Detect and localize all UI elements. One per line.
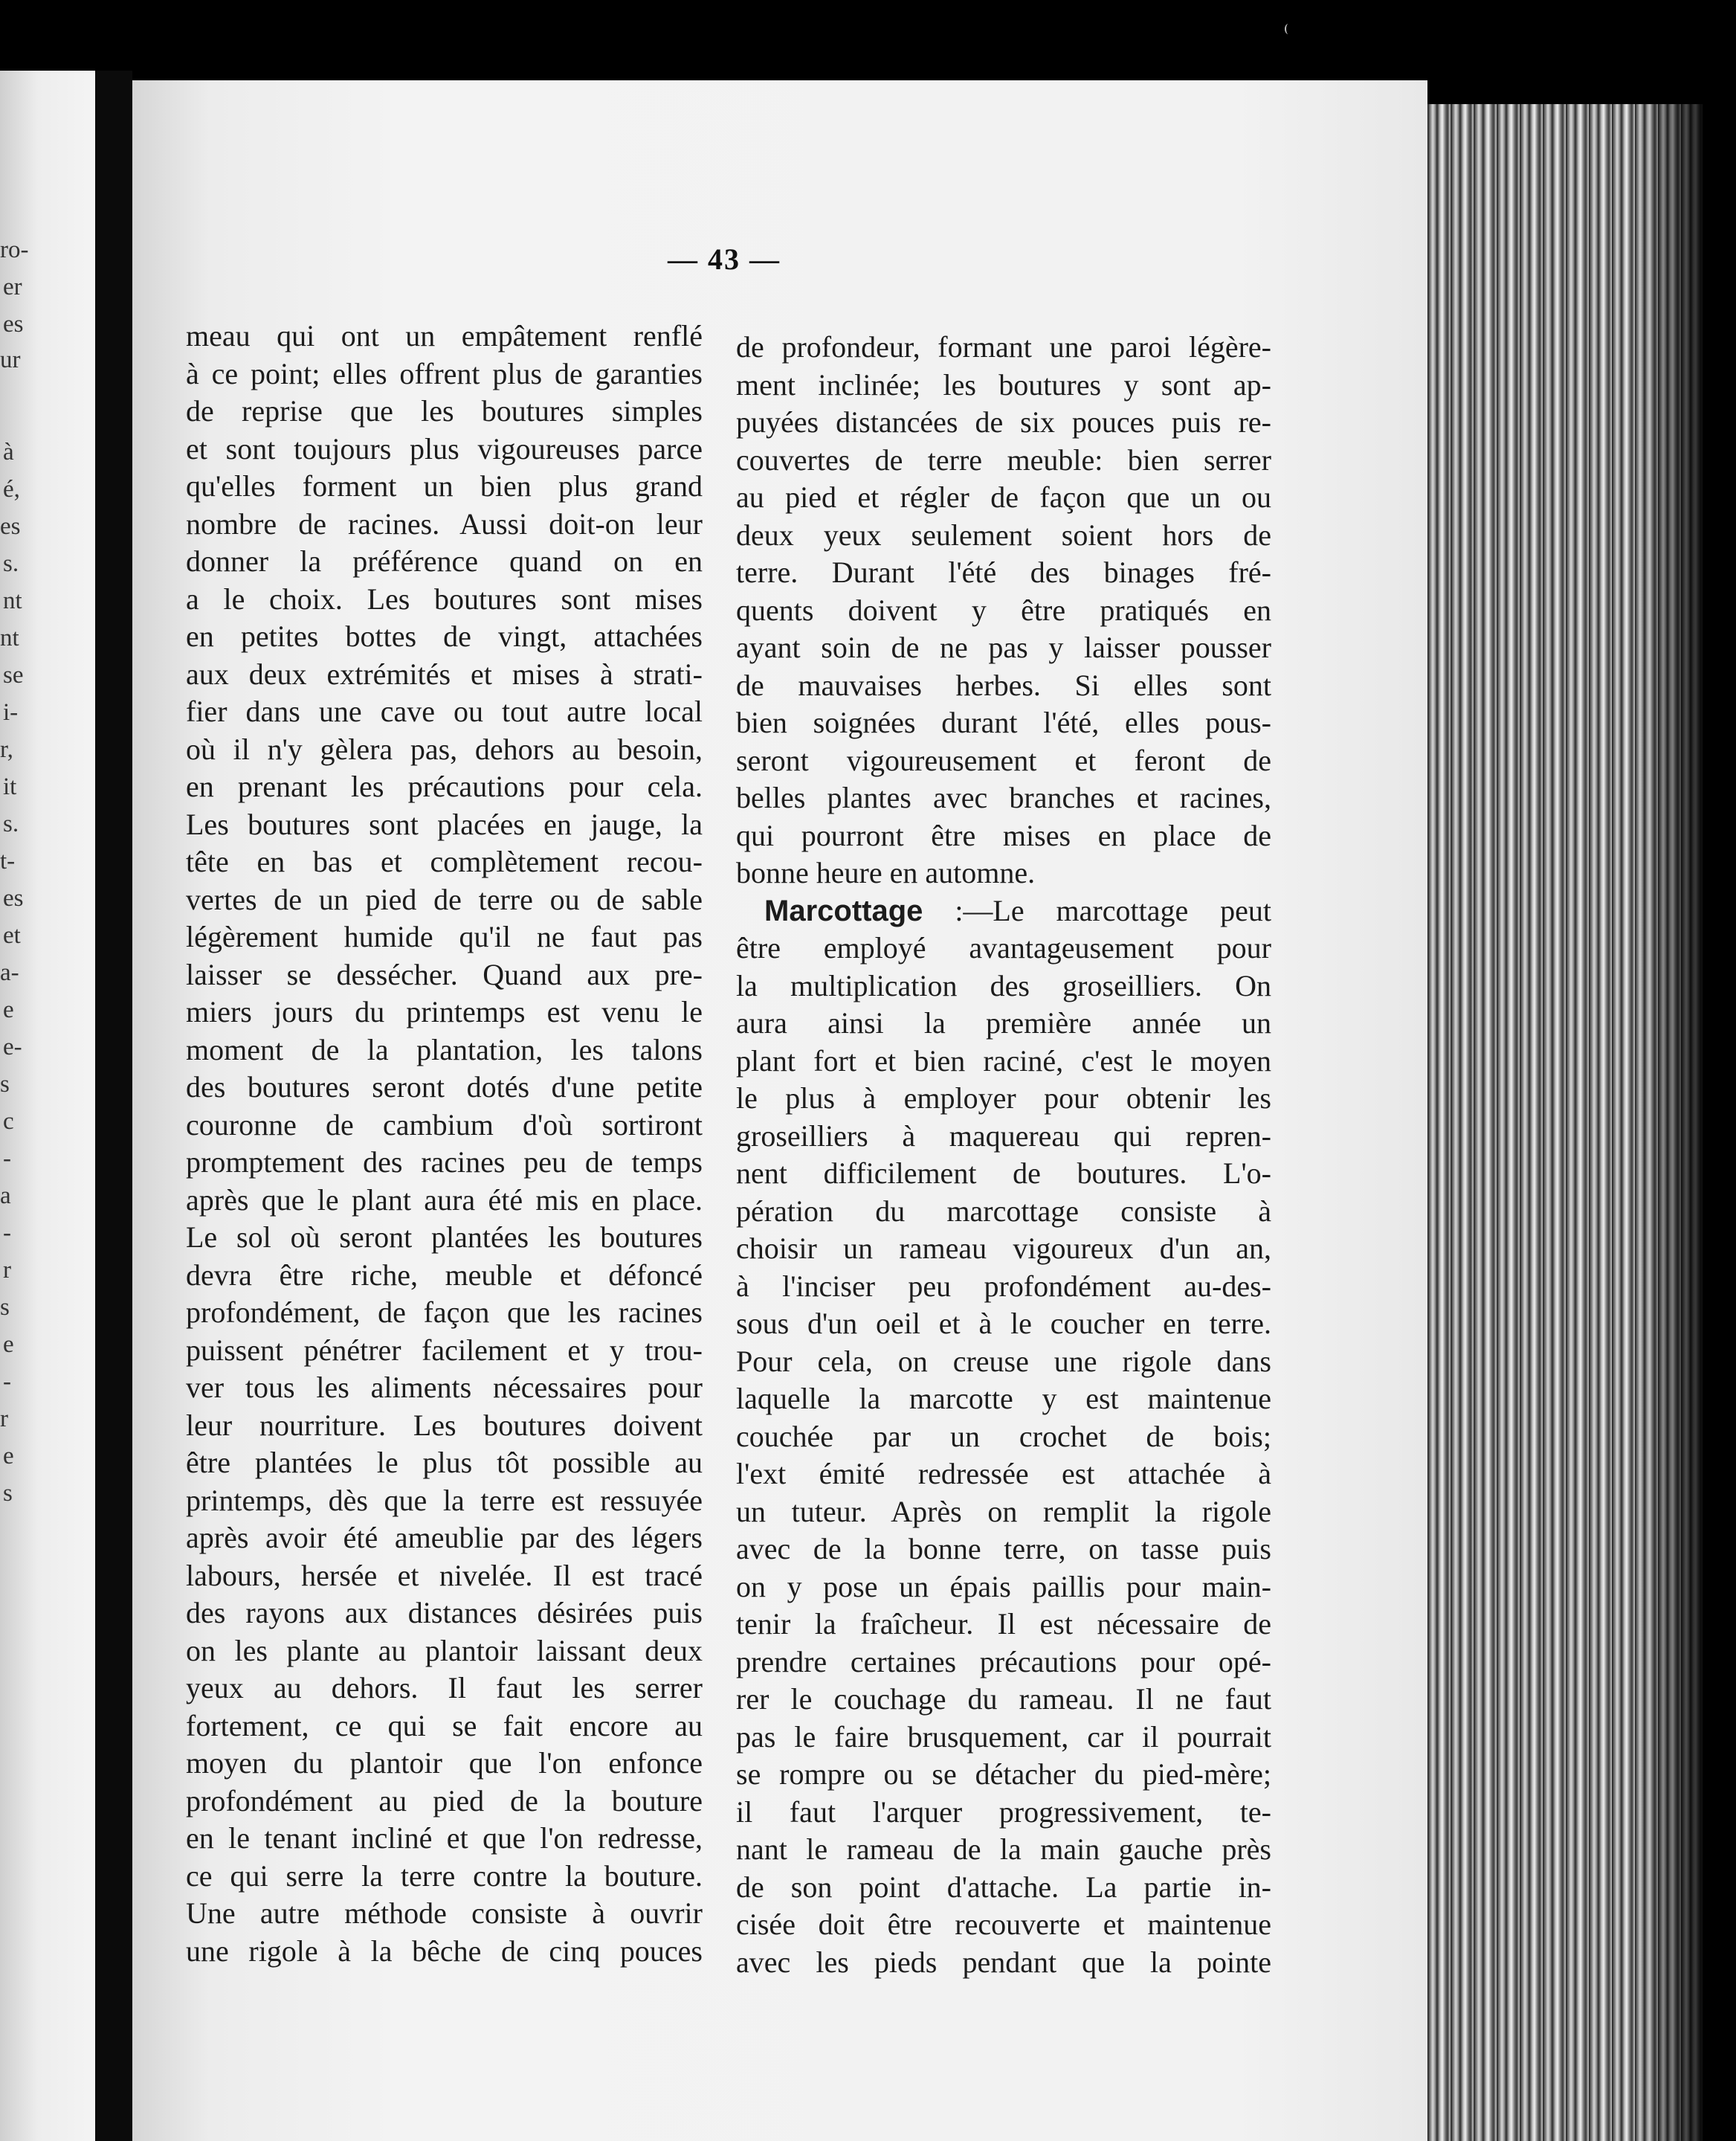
left-column-line: promptement des racines peu de temps bbox=[186, 1145, 703, 1179]
left-column-line: à ce point; elles offrent plus de garanties bbox=[186, 356, 703, 390]
left-column-line: meau qui ont un empâtement renflé bbox=[186, 319, 703, 352]
right-column-line: terre. Durant l'été des binages fré- bbox=[736, 556, 1271, 589]
scan-speck bbox=[1285, 24, 1292, 34]
left-column-line: légèrement humide qu'il ne faut pas bbox=[186, 920, 703, 953]
right-column-line: ment inclinée; les boutures y sont ap- bbox=[736, 367, 1271, 402]
left-column-line: leur nourriture. Les boutures doivent bbox=[186, 1408, 703, 1442]
right-column-line: de profondeur, formant une paroi légère- bbox=[736, 330, 1271, 364]
facing-page-text-fragment: e- bbox=[3, 1034, 22, 1060]
right-column-line: il faut l'arquer progressivement, te- bbox=[736, 1794, 1271, 1829]
left-column-line: en le tenant incliné et que l'on redresse, bbox=[186, 1821, 703, 1855]
right-column-line: pération du marcottage consiste à bbox=[736, 1194, 1271, 1228]
left-column-line: profondément au pied de la bouture bbox=[186, 1783, 703, 1818]
section-lead-text: :—Le marcottage peut bbox=[923, 893, 1271, 927]
left-column-line: une rigole à la bêche de cinq pouces bbox=[186, 1934, 703, 1968]
facing-page-text-fragment: es bbox=[0, 513, 21, 540]
right-column-line: belles plantes avec branches et racines, bbox=[736, 781, 1271, 814]
paragraph-marcottage bbox=[736, 930, 1271, 1981]
facing-page-text-fragment: ro- bbox=[0, 236, 29, 263]
facing-page-text-fragment: s bbox=[0, 1071, 10, 1098]
right-column-line: couchée par un crochet de bois; bbox=[736, 1419, 1271, 1453]
facing-page-text-fragment: a bbox=[0, 1182, 11, 1209]
right-column-line: le plus à employer pour obtenir les bbox=[736, 1081, 1271, 1115]
section-heading-marcottage: Marcottage bbox=[764, 894, 923, 927]
text-column-right bbox=[736, 329, 1271, 1981]
facing-page-text-fragment: et bbox=[3, 922, 21, 949]
facing-page-text-fragment: t- bbox=[0, 848, 16, 875]
facing-page-text-fragment: - bbox=[3, 1145, 11, 1172]
right-column-line: couvertes de terre meuble: bien serrer bbox=[736, 442, 1271, 477]
right-column-line: groseilliers à maquereau qui repren- bbox=[736, 1118, 1271, 1153]
left-column-line: a le choix. Les boutures sont mises bbox=[186, 582, 703, 616]
right-column-line: ayant soin de ne pas y laisser pousser bbox=[736, 631, 1271, 664]
facing-page-text-fragment: es bbox=[3, 885, 24, 912]
left-column-line: on les plante au plantoir laissant deux bbox=[186, 1633, 703, 1667]
left-column-line: ver tous les aliments nécessaires pour bbox=[186, 1371, 703, 1404]
facing-page-text-fragment: e bbox=[3, 1443, 14, 1469]
left-column-line: après que le plant aura été mis en place. bbox=[186, 1182, 703, 1217]
left-column-line: yeux au dehors. Il faut les serrer bbox=[186, 1671, 703, 1704]
right-column-line: au pied et régler de façon que un ou bbox=[736, 480, 1271, 514]
facing-page-text-fragment: c bbox=[3, 1108, 14, 1135]
right-column-line: se rompre ou se détacher du pied-mère; bbox=[736, 1757, 1271, 1791]
facing-page-text-fragment: a- bbox=[0, 959, 19, 986]
left-column-line: printemps, dès que la terre est ressuyée bbox=[186, 1483, 703, 1517]
right-column-line: bien soignées durant l'été, elles pous- bbox=[736, 706, 1271, 739]
facing-page-text-fragment: s. bbox=[3, 550, 19, 577]
facing-page-text-fragment: nt bbox=[0, 625, 19, 651]
facing-page-text-fragment: es bbox=[3, 311, 24, 338]
facing-page-text-fragment: er bbox=[3, 274, 22, 300]
right-column-line: de son point d'attache. La partie in- bbox=[736, 1870, 1271, 1904]
left-column-line: après avoir été ameublie par des légers bbox=[186, 1521, 703, 1554]
paragraph-boutures-end bbox=[736, 329, 1271, 892]
left-column-line: fortement, ce qui se fait encore au bbox=[186, 1708, 703, 1742]
facing-page-text-fragment: é, bbox=[3, 476, 20, 503]
left-column-line: où il n'y gèlera pas, dehors au besoin, bbox=[186, 732, 703, 766]
right-column-line: être employé avantageusement pour bbox=[736, 931, 1271, 965]
facing-page-text-fragment: e bbox=[3, 1331, 14, 1358]
text-column-left bbox=[186, 318, 703, 1970]
facing-page-fragment bbox=[0, 71, 95, 2141]
facing-page-text-fragment: i- bbox=[3, 699, 19, 726]
left-column-line: des rayons aux distances désirées puis bbox=[186, 1596, 703, 1629]
left-column-line: tête en bas et complètement recou- bbox=[186, 845, 703, 878]
left-column-line: labours, hersée et nivelée. Il est tracé bbox=[186, 1558, 703, 1592]
right-column-line: seront vigoureusement et feront de bbox=[736, 743, 1271, 777]
left-column-line: moyen du plantoir que l'on enfonce bbox=[186, 1746, 703, 1780]
left-column-line: donner la préférence quand on en bbox=[186, 544, 703, 578]
left-column-line: ce qui serre la terre contre la bouture. bbox=[186, 1858, 703, 1893]
right-column-line: à l'inciser peu profondément au-des- bbox=[736, 1269, 1271, 1303]
page-number: — 43 — bbox=[668, 242, 781, 276]
left-column-line: vertes de un pied de terre ou de sable bbox=[186, 882, 703, 916]
left-column-line: nombre de racines. Aussi doit-on leur bbox=[186, 506, 703, 541]
left-column-line: Les boutures sont placées en jauge, la bbox=[186, 807, 703, 841]
facing-page-text-fragment: r bbox=[3, 1257, 11, 1284]
right-column-line: choisir un rameau vigoureux d'un an, bbox=[736, 1232, 1271, 1265]
right-column-line: Pour cela, on creuse une rigole dans bbox=[736, 1344, 1271, 1378]
right-column-line: prendre certaines précautions pour opé- bbox=[736, 1644, 1271, 1678]
left-column-line: aux deux extrémités et mises à strati- bbox=[186, 657, 703, 691]
left-column-line: profondément, de façon que les racines bbox=[186, 1295, 703, 1329]
facing-page-text-fragment: à bbox=[3, 439, 14, 466]
facing-page-text-fragment: it bbox=[3, 773, 17, 800]
right-column-line: nant le rameau de la main gauche près bbox=[736, 1832, 1271, 1866]
left-column-line: miers jours du printemps est venu le bbox=[186, 995, 703, 1028]
right-column-line: bonne heure en automne. bbox=[736, 856, 1036, 889]
section-first-line bbox=[736, 892, 1271, 930]
right-column-line: on y pose un épais paillis pour main- bbox=[736, 1569, 1271, 1603]
right-column-line: plant fort et bien raciné, c'est le moyen bbox=[736, 1043, 1271, 1078]
right-column-line: sous d'un oeil et à le coucher en terre. bbox=[736, 1307, 1271, 1340]
right-column-line: laquelle la marcotte y est maintenue bbox=[736, 1382, 1271, 1415]
left-column-line: Le sol où seront plantées les boutures bbox=[186, 1220, 703, 1254]
right-column-line: avec les pieds pendant que la pointe bbox=[736, 1945, 1271, 1979]
right-column-line: nent difficilement de boutures. L'o- bbox=[736, 1156, 1271, 1190]
facing-page-text-fragment: s bbox=[0, 1294, 10, 1321]
left-column-line: devra être riche, meuble et défoncé bbox=[186, 1258, 703, 1292]
page-edges bbox=[1427, 104, 1703, 2141]
right-column-line: de mauvaises herbes. Si elles sont bbox=[736, 668, 1271, 702]
facing-page-text-fragment: e bbox=[3, 997, 14, 1023]
binding-gutter bbox=[95, 71, 132, 2141]
left-column-line: Une autre méthode consiste à ouvrir bbox=[186, 1896, 703, 1930]
left-column-line: en petites bottes de vingt, attachées bbox=[186, 619, 703, 653]
facing-page-text-fragment: r, bbox=[0, 736, 13, 763]
facing-page-text-fragment: - bbox=[3, 1220, 11, 1246]
right-column-line: quents doivent y être pratiqués en bbox=[736, 593, 1271, 627]
right-column-line: tenir la fraîcheur. Il est nécessaire de bbox=[736, 1607, 1271, 1641]
right-column-line: puyées distancées de six pouces puis re- bbox=[736, 405, 1271, 439]
left-column-line: et sont toujours plus vigoureuses parce bbox=[186, 431, 703, 466]
left-column-line: de reprise que les boutures simples bbox=[186, 394, 703, 428]
facing-page-text-fragment: - bbox=[3, 1368, 11, 1395]
facing-page-text-fragment: nt bbox=[3, 587, 22, 614]
left-column-line: être plantées le plus tôt possible au bbox=[186, 1446, 703, 1479]
left-column-line: en prenant les précautions pour cela. bbox=[186, 770, 703, 803]
left-column-line: moment de la plantation, les talons bbox=[186, 1032, 703, 1066]
facing-page-text-fragment: se bbox=[3, 662, 24, 689]
left-column-line: puissent pénétrer facilement et y trou- bbox=[186, 1333, 703, 1367]
right-column-line: qui pourront être mises en place de bbox=[736, 818, 1271, 852]
left-column-line: qu'elles forment un bien plus grand bbox=[186, 469, 703, 503]
facing-page-text-fragment: ur bbox=[0, 347, 21, 373]
right-column-line: avec de la bonne terre, on tasse puis bbox=[736, 1532, 1271, 1565]
facing-page-text-fragment: s. bbox=[3, 811, 19, 837]
left-column-line: couronne de cambium d'où sortiront bbox=[186, 1107, 703, 1142]
right-column-line: aura ainsi la première année un bbox=[736, 1006, 1271, 1040]
facing-page-text-fragment: r bbox=[0, 1406, 8, 1432]
left-column-line: fier dans une cave ou tout autre local bbox=[186, 695, 703, 728]
left-column-line: des boutures seront dotés d'une petite bbox=[186, 1070, 703, 1104]
right-column-line: la multiplication des groseilliers. On bbox=[736, 968, 1271, 1002]
right-column-line: deux yeux seulement soient hors de bbox=[736, 518, 1271, 552]
right-column-line: rer le couchage du rameau. Il ne faut bbox=[736, 1682, 1271, 1716]
left-column-line: laisser se dessécher. Quand aux pre- bbox=[186, 957, 703, 991]
right-column-line: pas le faire brusquement, car il pourrait bbox=[736, 1719, 1271, 1754]
right-column-line: un tuteur. Après on remplit la rigole bbox=[736, 1494, 1271, 1528]
right-column-line: l'ext émité redressée est attachée à bbox=[736, 1457, 1271, 1490]
facing-page-text-fragment: s bbox=[3, 1480, 13, 1507]
right-column-line: cisée doit être recouverte et maintenue bbox=[736, 1907, 1271, 1941]
